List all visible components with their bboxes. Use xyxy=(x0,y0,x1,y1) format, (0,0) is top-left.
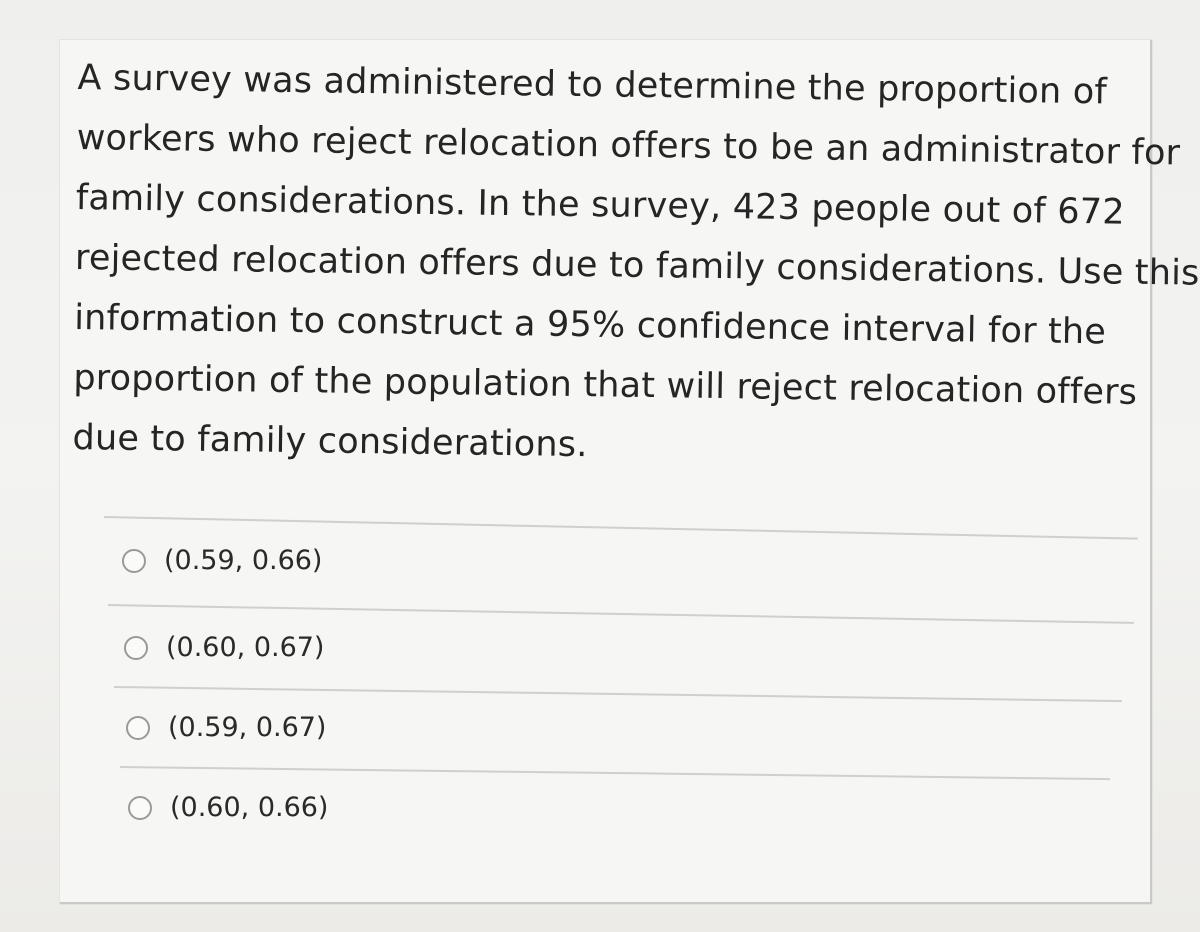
question-line: due to family considerations. xyxy=(72,417,588,466)
question-line: family considerations. In the survey, 423 people out of 672 xyxy=(75,177,1125,233)
answer-label: (0.60, 0.66) xyxy=(170,792,329,823)
question-line: proportion of the population that will reject relocation offers xyxy=(73,357,1138,413)
question-line: rejected relocation offers due to family considerations. Use this xyxy=(74,237,1200,294)
question-text xyxy=(72,48,1200,483)
answer-option-1[interactable] xyxy=(122,545,322,576)
answer-label: (0.59, 0.66) xyxy=(164,545,323,576)
question-line: information to construct a 95% confidence interval for the xyxy=(73,297,1107,353)
radio-button[interactable] xyxy=(128,796,152,820)
answer-option-4[interactable] xyxy=(128,792,328,823)
answer-label: (0.59, 0.67) xyxy=(168,712,327,743)
answer-option-3[interactable] xyxy=(126,712,326,743)
question-line: workers who reject relocation offers to be an administrator for xyxy=(76,117,1181,174)
question-line: A survey was administered to determine the proportion of xyxy=(77,57,1108,113)
answer-label: (0.60, 0.67) xyxy=(166,632,325,663)
radio-button[interactable] xyxy=(124,636,148,660)
answer-option-2[interactable] xyxy=(124,632,324,663)
radio-button[interactable] xyxy=(122,549,146,573)
radio-button[interactable] xyxy=(126,716,150,740)
